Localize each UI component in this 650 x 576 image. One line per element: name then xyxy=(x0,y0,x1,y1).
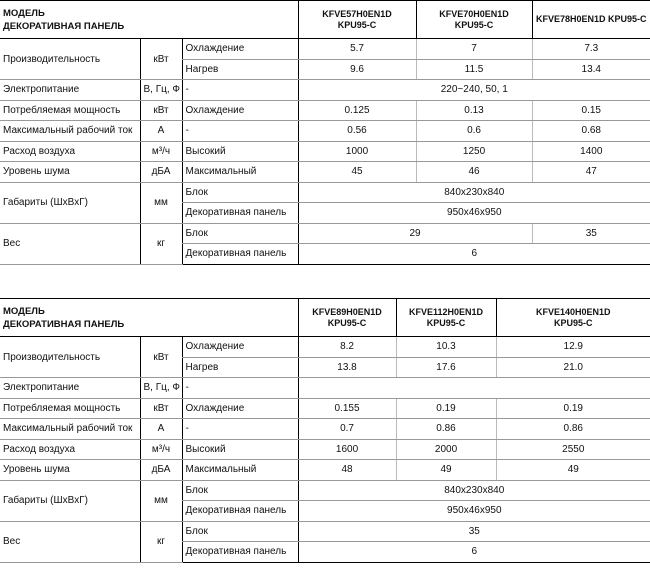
row-weight-block xyxy=(0,521,650,542)
value: 11.5 xyxy=(416,59,532,80)
value: 950x46x950 xyxy=(298,203,650,224)
panel-name: KPU95-C xyxy=(327,317,367,328)
value: 0.6 xyxy=(416,121,532,142)
mode: Нагрев xyxy=(182,59,298,80)
mode: Нагрев xyxy=(182,357,298,378)
value: 0.68 xyxy=(532,121,650,142)
param-label: Расход воздуха xyxy=(0,439,140,460)
param-label: Габариты (ШхВхГ) xyxy=(0,182,140,223)
value: 220~240, 50, 1 xyxy=(298,80,650,101)
unit: кВт xyxy=(140,100,182,121)
unit: кВт xyxy=(140,398,182,419)
value: 6 xyxy=(298,244,650,265)
value: 46 xyxy=(416,162,532,183)
value: 0.19 xyxy=(496,398,650,419)
row-capacity-cooling xyxy=(0,337,650,358)
mode: Блок xyxy=(182,182,298,203)
row-power-supply xyxy=(0,378,650,399)
value: 7 xyxy=(416,39,532,60)
unit: кг xyxy=(140,521,182,562)
unit: кг xyxy=(140,223,182,264)
unit: А xyxy=(140,121,182,142)
value: 45 xyxy=(298,162,416,183)
row-weight-block xyxy=(0,223,650,244)
row-consumption xyxy=(0,398,650,419)
param-label: Потребляемая мощность xyxy=(0,100,140,121)
mode: Высокий xyxy=(182,439,298,460)
value: 0.56 xyxy=(298,121,416,142)
model-col-3 xyxy=(532,1,650,39)
value: 35 xyxy=(532,223,650,244)
panel-name: KPU95-C xyxy=(337,19,377,30)
row-airflow xyxy=(0,141,650,162)
param-label: Электропитание xyxy=(0,80,140,101)
value: 0.7 xyxy=(298,419,396,440)
value: 48 xyxy=(298,460,396,481)
mode: - xyxy=(182,80,298,101)
model-name: KFVE57H0EN1D xyxy=(322,8,392,19)
unit: В, Гц, Ф xyxy=(140,80,182,101)
value: 17.6 xyxy=(396,357,496,378)
value: 6 xyxy=(298,542,650,563)
value: 0.86 xyxy=(396,419,496,440)
value: 5.7 xyxy=(298,39,416,60)
header-model-label: МОДЕЛЬ xyxy=(3,7,45,19)
value: 47 xyxy=(532,162,650,183)
unit: м³/ч xyxy=(140,439,182,460)
header-label xyxy=(0,1,298,39)
mode: - xyxy=(182,378,298,399)
header-model-label: МОДЕЛЬ xyxy=(3,305,45,317)
row-power-supply xyxy=(0,80,650,101)
param-label: Уровень шума xyxy=(0,162,140,183)
value: 0.19 xyxy=(396,398,496,419)
param-label: Вес xyxy=(0,521,140,562)
mode: Охлаждение xyxy=(182,398,298,419)
value: 12.9 xyxy=(496,337,650,358)
param-label: Максимальный рабочий ток xyxy=(0,121,140,142)
model-col-2 xyxy=(416,1,532,39)
unit: В, Гц, Ф xyxy=(140,378,182,399)
mode: Блок xyxy=(182,521,298,542)
param-label: Потребляемая мощность xyxy=(0,398,140,419)
model-name: KFVE140H0EN1D xyxy=(536,306,611,317)
mode: Максимальный xyxy=(182,460,298,481)
row-dims-block xyxy=(0,182,650,203)
mode: - xyxy=(182,419,298,440)
value: 0.13 xyxy=(416,100,532,121)
value: 49 xyxy=(496,460,650,481)
value: 840x230x840 xyxy=(298,182,650,203)
param-label: Электропитание xyxy=(0,378,140,399)
value: 2550 xyxy=(496,439,650,460)
unit: мм xyxy=(140,182,182,223)
header-panel-label: ДЕКОРАТИВНАЯ ПАНЕЛЬ xyxy=(3,20,125,32)
value: 10.3 xyxy=(396,337,496,358)
row-consumption xyxy=(0,100,650,121)
model-name: KFVE70H0EN1D xyxy=(439,8,509,19)
value-empty xyxy=(298,378,650,399)
row-current xyxy=(0,419,650,440)
param-label: Максимальный рабочий ток xyxy=(0,419,140,440)
value: 1250 xyxy=(416,141,532,162)
panel-name: KPU95-C xyxy=(426,317,466,328)
row-capacity-cooling xyxy=(0,39,650,60)
model-name: KFVE112H0EN1D xyxy=(408,306,484,317)
value: 8.2 xyxy=(298,337,396,358)
param-label: Вес xyxy=(0,223,140,264)
spec-table-1 xyxy=(0,0,650,265)
mode: - xyxy=(182,121,298,142)
model-name: KFVE78H0EN1D KPU95-C xyxy=(535,14,647,24)
value: 1400 xyxy=(532,141,650,162)
unit: кВт xyxy=(140,337,182,378)
header-row xyxy=(0,1,650,39)
unit: кВт xyxy=(140,39,182,80)
row-noise xyxy=(0,460,650,481)
value: 950x46x950 xyxy=(298,501,650,522)
param-label: Габариты (ШхВхГ) xyxy=(0,480,140,521)
value: 21.0 xyxy=(496,357,650,378)
mode: Высокий xyxy=(182,141,298,162)
param-label: Производительность xyxy=(0,337,140,378)
panel-name: KPU95-C xyxy=(454,19,494,30)
mode: Охлаждение xyxy=(182,100,298,121)
model-name: KFVE89H0EN1D xyxy=(312,306,382,317)
value: 2000 xyxy=(396,439,496,460)
mode: Охлаждение xyxy=(182,39,298,60)
value: 0.15 xyxy=(532,100,650,121)
value: 35 xyxy=(298,521,650,542)
model-col-2 xyxy=(396,299,496,337)
unit: дБА xyxy=(140,162,182,183)
header-panel-label: ДЕКОРАТИВНАЯ ПАНЕЛЬ xyxy=(3,318,125,330)
row-airflow xyxy=(0,439,650,460)
mode: Охлаждение xyxy=(182,337,298,358)
mode: Максимальный xyxy=(182,162,298,183)
value: 13.4 xyxy=(532,59,650,80)
value: 1000 xyxy=(298,141,416,162)
row-current xyxy=(0,121,650,142)
header-label xyxy=(0,299,298,337)
model-col-3 xyxy=(496,299,650,337)
row-dims-block xyxy=(0,480,650,501)
value: 49 xyxy=(396,460,496,481)
mode: Декоративная панель xyxy=(182,244,298,265)
value: 13.8 xyxy=(298,357,396,378)
value: 29 xyxy=(298,223,532,244)
panel-name: KPU95-C xyxy=(554,317,593,328)
mode: Декоративная панель xyxy=(182,501,298,522)
param-label: Производительность xyxy=(0,39,140,80)
mode: Блок xyxy=(182,480,298,501)
unit: мм xyxy=(140,480,182,521)
mode: Декоративная панель xyxy=(182,203,298,224)
row-noise xyxy=(0,162,650,183)
value: 1600 xyxy=(298,439,396,460)
value: 0.86 xyxy=(496,419,650,440)
model-col-1 xyxy=(298,299,396,337)
mode: Блок xyxy=(182,223,298,244)
value: 0.125 xyxy=(298,100,416,121)
param-label: Расход воздуха xyxy=(0,141,140,162)
mode: Декоративная панель xyxy=(182,542,298,563)
model-col-1 xyxy=(298,1,416,39)
header-row xyxy=(0,299,650,337)
param-label: Уровень шума xyxy=(0,460,140,481)
value: 9.6 xyxy=(298,59,416,80)
unit: м³/ч xyxy=(140,141,182,162)
spec-table-2 xyxy=(0,298,650,563)
value: 7.3 xyxy=(532,39,650,60)
value: 0.155 xyxy=(298,398,396,419)
unit: дБА xyxy=(140,460,182,481)
unit: А xyxy=(140,419,182,440)
value: 840x230x840 xyxy=(298,480,650,501)
